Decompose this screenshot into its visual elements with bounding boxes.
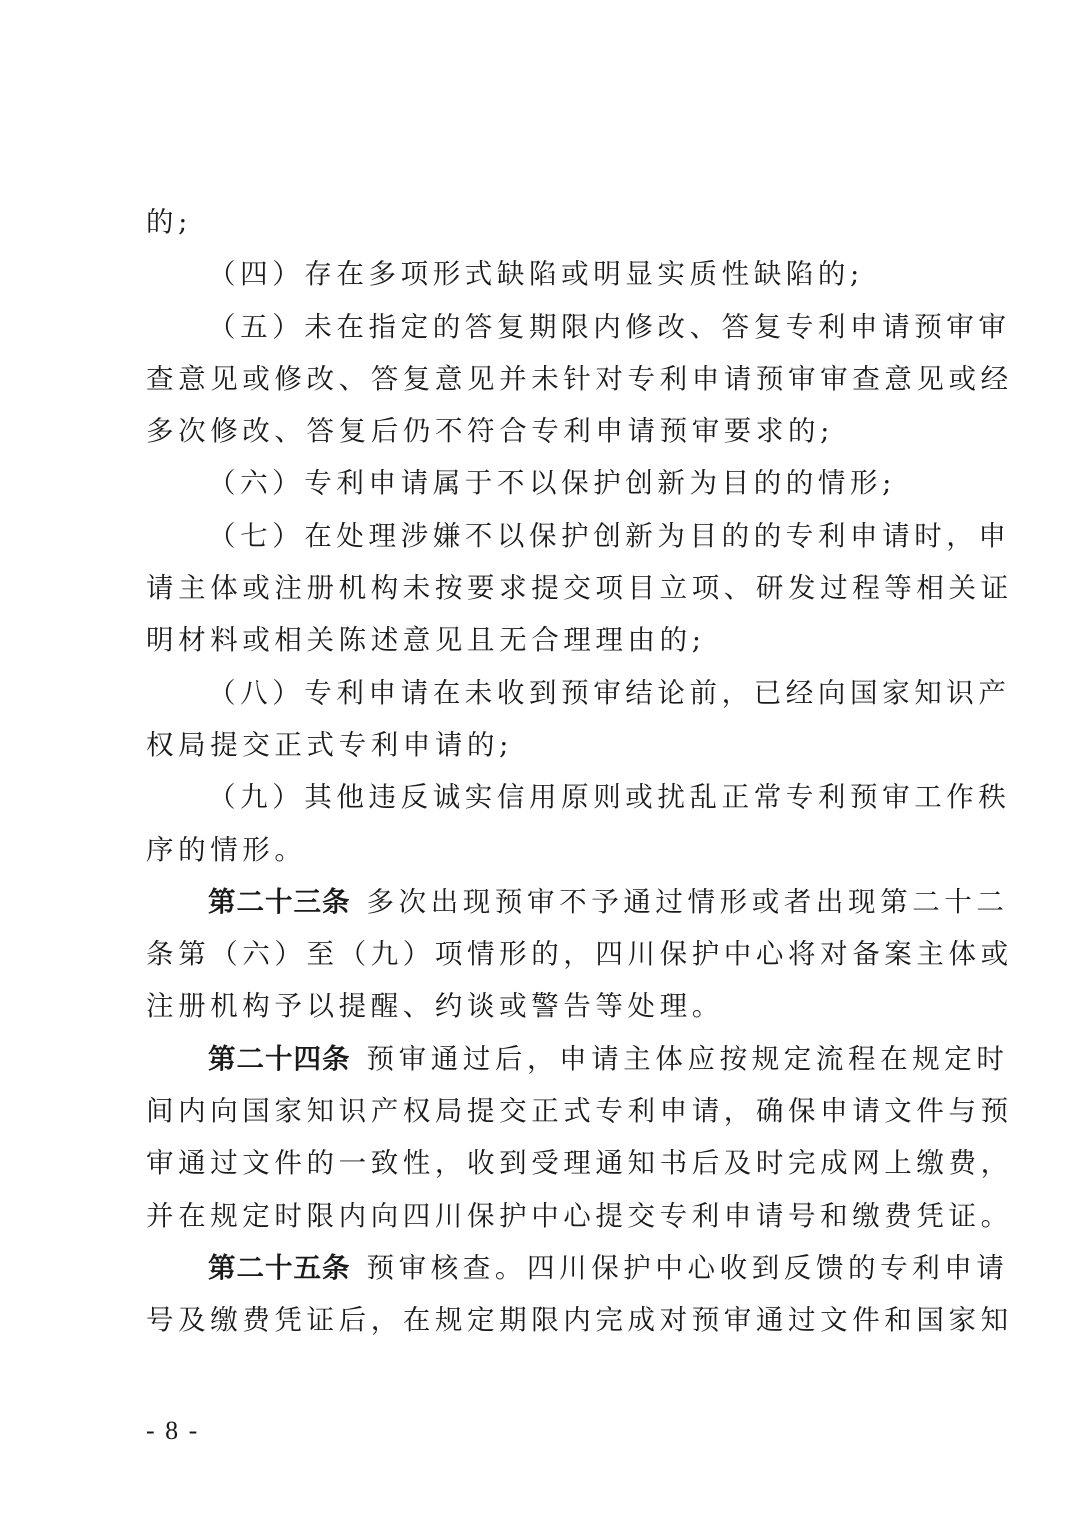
item-5-line-2: 查意见或修改、答复意见并未针对专利申请预审审查意见或经 — [146, 362, 1013, 395]
article-23-line-2: 条第（六）至（九）项情形的，四川保护中心将对备案主体或 — [146, 938, 1013, 971]
item-7-line-3: 明材料或相关陈述意见且无合理理由的; — [146, 624, 706, 657]
item-4: （四）存在多项形式缺陷或明显实质性缺陷的; — [208, 258, 864, 291]
article-25-title: 第二十五条 — [208, 1251, 351, 1284]
item-5-line-1: （五）未在指定的答复期限内修改、答复专利申请预审审 — [208, 310, 1011, 343]
item-8-line-1: （八）专利申请在未收到预审结论前，已经向国家知识产 — [208, 676, 1011, 709]
article-23-line-3: 注册机构予以提醒、约谈或警告等处理。 — [146, 990, 724, 1023]
item-6: （六）专利申请属于不以保护创新为目的的情形; — [208, 467, 896, 500]
page-number: - 8 - — [146, 1416, 200, 1445]
body-text — [146, 196, 1013, 1347]
article-23-text-1: 多次出现预审不予通过情形或者出现第二十二 — [366, 885, 1009, 918]
item-7-line-2: 请主体或注册机构未按要求提交项目立项、研发过程等相关证 — [146, 572, 1013, 605]
article-24-title: 第二十四条 — [208, 1042, 351, 1075]
item-5-line-3: 多次修改、答复后仍不符合专利申请预审要求的; — [146, 415, 834, 448]
article-23-line-1 — [146, 876, 1009, 928]
item-7-line-1: （七）在处理涉嫌不以保护创新为目的的专利申请时，申 — [208, 519, 1011, 552]
article-25-text-1: 预审核查。四川保护中心收到反馈的专利申请 — [366, 1251, 1009, 1284]
text-line: 的; — [146, 206, 192, 238]
article-24-text-1: 预审通过后，申请主体应按规定流程在规定时 — [366, 1042, 1009, 1075]
article-24-line-1 — [146, 1033, 1009, 1085]
article-24-line-4: 并在规定时限内向四川保护中心提交专利申请号和缴费凭证。 — [146, 1199, 1013, 1232]
item-9-line-2: 序的情形。 — [146, 833, 307, 866]
article-23-title: 第二十三条 — [208, 885, 351, 918]
article-24-line-2: 间内向国家知识产权局提交正式专利申请，确保申请文件与预 — [146, 1095, 1013, 1128]
item-8-line-2: 权局提交正式专利申请的; — [146, 728, 513, 761]
article-24-line-3: 审通过文件的一致性，收到受理通知书后及时完成网上缴费， — [146, 1147, 1013, 1180]
item-9-line-1: （九）其他违反诚实信用原则或扰乱正常专利预审工作秩 — [208, 781, 1011, 814]
article-25-line-1 — [146, 1242, 1009, 1294]
article-25-line-2: 号及缴费凭证后，在规定期限内完成对预审通过文件和国家知 — [146, 1304, 1013, 1337]
